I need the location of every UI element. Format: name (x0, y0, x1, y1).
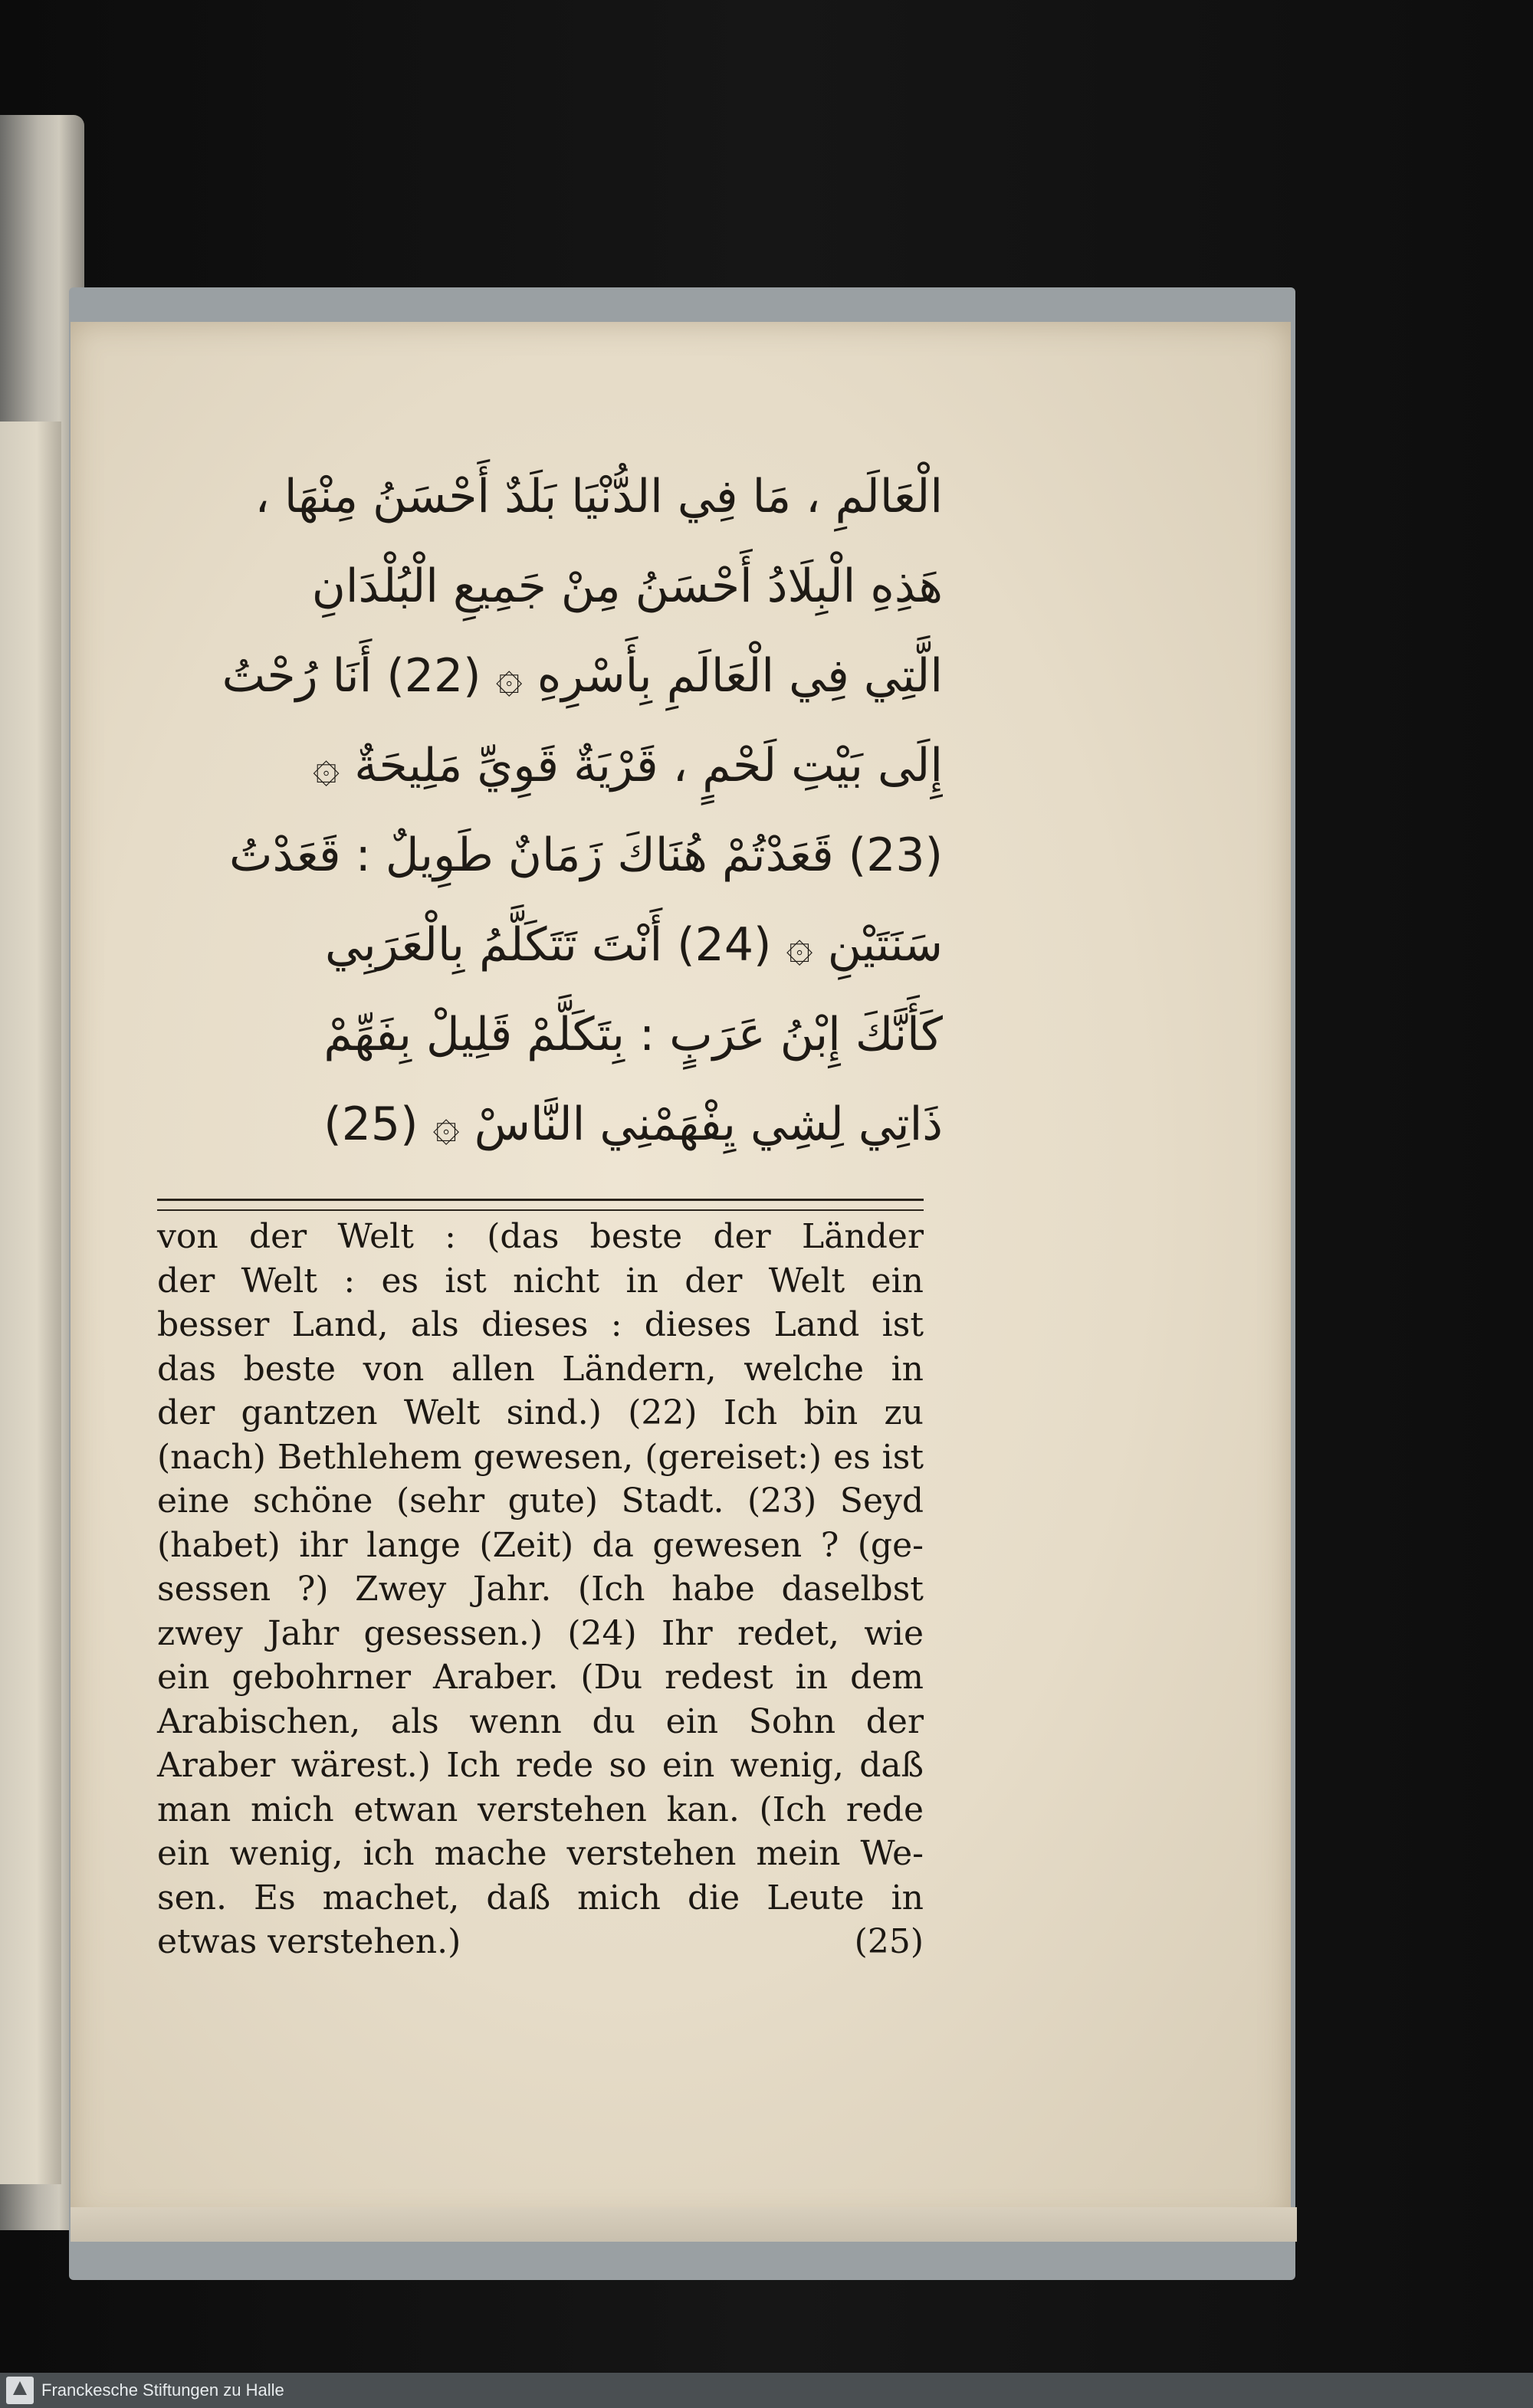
german-line: sessen ?) Zwey Jahr. (Ich habe daselbst (157, 1570, 924, 1609)
german-line: zwey Jahr gesessen.) (24) Ihr redet, wie (157, 1613, 924, 1653)
german-line: von der Welt : (das beste der Länder (157, 1217, 924, 1256)
page-bottom-fold (71, 2207, 1297, 2242)
arabic-line: كَأَنَّكَ إِبْنُ عَرَبٍ : بِتَكَلَّمْ قَلِيلْ بِفَهِّمْ (323, 1008, 943, 1061)
german-line: ein gebohrner Araber. (Du redest in dem (157, 1658, 924, 1697)
german-last-line-text: etwas verstehen.) (157, 1922, 461, 1961)
german-line: Araber wärest.) Ich rede so ein wenig, daß (157, 1746, 924, 1785)
german-line: das beste von allen Ländern, welche in (157, 1349, 924, 1389)
german-line: besser Land, als dieses : dieses Land ist (157, 1305, 924, 1344)
arabic-line: الْعَالَمِ ، مَا فِي الدُّنْيَا بَلَدٌ أَحْسَنُ مِنْهَا ، (254, 470, 943, 523)
footer-label: Franckesche Stiftungen zu Halle (41, 2380, 284, 2400)
german-line: (habet) ihr lange (Zeit) da gewesen ? (ge- (157, 1525, 924, 1565)
arabic-line: (23) قَعَدْتُمْ هُنَاكَ زَمَانٌ طَوِيلٌ : قَعَدْتُ (228, 828, 943, 882)
arabic-line: سَنَتَيْنِ ۞ (24) أَنْتَ تَتَكَلَّمُ بِالْعَرَبِي (324, 918, 943, 972)
arabic-line: ذَاتِي لِشِي يِفْهَمْنِي النَّاسْ ۞ (25) (323, 1097, 943, 1151)
double-rule-bottom (157, 1209, 924, 1211)
left-page-inner (0, 422, 61, 2184)
footer-bar (0, 2373, 1533, 2408)
german-line: sen. Es machet, daß mich die Leute in (157, 1878, 924, 1918)
arabic-text-block (153, 452, 943, 1170)
german-line: eine schöne (sehr gute) Stadt. (23) Seyd (157, 1481, 924, 1521)
german-line: der Welt : es ist nicht in der Welt ein (157, 1261, 924, 1301)
double-rule-top (157, 1199, 924, 1201)
catchword: (25) (854, 1922, 924, 1961)
german-line: (nach) Bethlehem gewesen, (gereiset:) es ist (157, 1437, 924, 1477)
german-translation-block (157, 1215, 924, 1964)
german-last-line (157, 1920, 924, 1964)
german-line: Arabischen, als wenn du ein Sohn der (157, 1701, 924, 1741)
foundation-logo-icon (6, 2377, 34, 2404)
german-line: ein wenig, ich mache verstehen mein We- (157, 1834, 924, 1873)
german-line: der gantzen Welt sind.) (22) Ich bin zu (157, 1393, 924, 1432)
arabic-line: إِلَى بَيْتِ لَحْمٍ ، قَرْيَةٌ قَوِيِّ مَلِيحَةٌ ۞ (313, 739, 943, 792)
german-line: man mich etwan verstehen kan. (Ich rede (157, 1790, 924, 1829)
arabic-line: الَّتِي فِي الْعَالَمِ بِأَسْرِهِ ۞ (22) أَنَا رُحْتُ (222, 649, 943, 703)
arabic-line: هَذِهِ الْبِلَادُ أَحْسَنُ مِنْ جَمِيعِ الْبُلْدَانِ (311, 559, 943, 613)
